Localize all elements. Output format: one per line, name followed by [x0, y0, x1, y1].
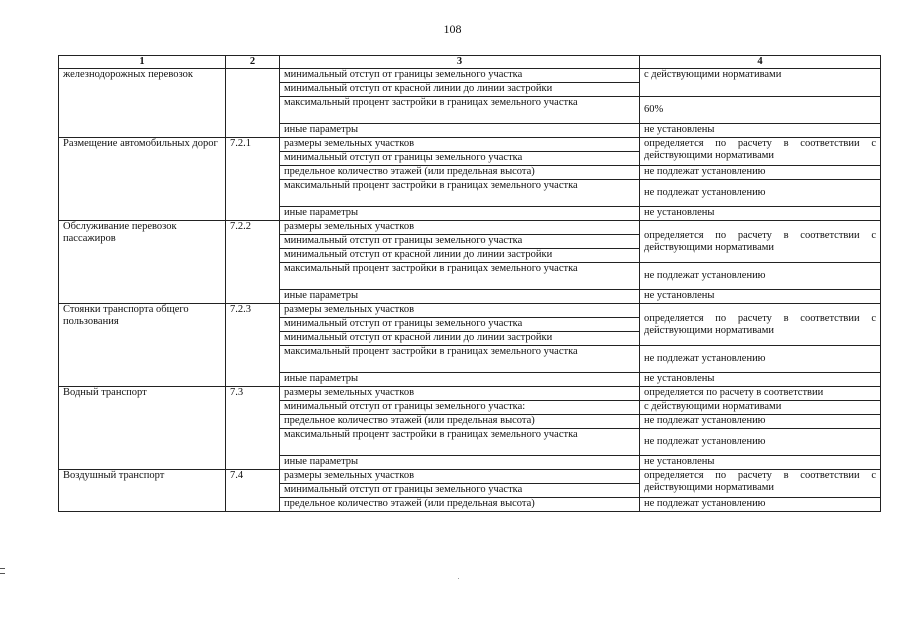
table-row: [59, 304, 881, 318]
parameter-cell: иные параметры: [280, 456, 640, 470]
table-row: [59, 69, 881, 83]
parameter-cell: размеры земельных участков: [280, 221, 640, 235]
parameter-cell: минимальный отступ от границы земельного участка: [280, 484, 640, 498]
group-name: железнодорожных перевозок: [59, 69, 226, 138]
value-cell: 60%: [640, 97, 881, 124]
value-cell: не подлежат установлению: [640, 429, 881, 456]
parameter-cell: минимальный отступ от красной линии до линии застройки: [280, 83, 640, 97]
group-code: [226, 69, 280, 138]
group-code: 7.4: [226, 470, 280, 512]
header-col-4: 4: [640, 56, 881, 69]
parameter-cell: минимальный отступ от красной линии до линии застройки: [280, 249, 640, 263]
value-cell: не установлены: [640, 373, 881, 387]
group-code: 7.2.3: [226, 304, 280, 387]
parameter-cell: максимальный процент застройки в границах земельного участка: [280, 346, 640, 373]
table-row: [59, 221, 881, 235]
table-row: [59, 387, 881, 401]
header-col-2: 2: [226, 56, 280, 69]
parameter-cell: размеры земельных участков: [280, 387, 640, 401]
value-cell: не подлежат установлению: [640, 166, 881, 180]
value-cell: определяется по расчету в соответствии: [640, 387, 881, 401]
value-cell: не подлежат установлению: [640, 180, 881, 207]
parameters-table: [58, 55, 881, 512]
value-cell: не установлены: [640, 207, 881, 221]
parameter-cell: минимальный отступ от границы земельного участка: [280, 235, 640, 249]
header-col-3: 3: [280, 56, 640, 69]
value-cell: не подлежат установлению: [640, 346, 881, 373]
parameter-cell: предельное количество этажей (или предельная высота): [280, 498, 640, 512]
table-row: [59, 470, 881, 484]
parameter-cell: предельное количество этажей (или предельная высота): [280, 415, 640, 429]
group-name: Стоянки транспорта общего пользования: [59, 304, 226, 387]
group-code: 7.2.2: [226, 221, 280, 304]
parameter-cell: минимальный отступ от границы земельного участка:: [280, 401, 640, 415]
group-name: Размещение автомобильных дорог: [59, 138, 226, 221]
value-cell: не подлежат установлению: [640, 415, 881, 429]
value-cell: не установлены: [640, 290, 881, 304]
page-number: 108: [443, 22, 462, 36]
group-name: Обслуживание перевозок пассажиров: [59, 221, 226, 304]
parameter-cell: максимальный процент застройки в границах земельного участка: [280, 263, 640, 290]
parameter-cell: иные параметры: [280, 290, 640, 304]
value-cell: с действующими нормативами: [640, 69, 881, 97]
table-row: [59, 138, 881, 152]
parameter-cell: предельное количество этажей (или предельная высота): [280, 166, 640, 180]
margin-mark: [0, 568, 5, 574]
parameter-cell: размеры земельных участков: [280, 138, 640, 152]
parameter-cell: максимальный процент застройки в границах земельного участка: [280, 429, 640, 456]
value-cell: с действующими нормативами: [640, 401, 881, 415]
value-cell: не подлежат установлению: [640, 263, 881, 290]
parameter-cell: минимальный отступ от границы земельного участка: [280, 69, 640, 83]
parameter-cell: иные параметры: [280, 207, 640, 221]
value-cell: определяется по расчету в соответствии с действующими нормативами: [640, 304, 881, 346]
value-cell: не установлены: [640, 456, 881, 470]
value-cell: определяется по расчету в соответствии с действующими нормативами: [640, 138, 881, 166]
header-row: [59, 56, 881, 69]
parameter-cell: минимальный отступ от границы земельного участка: [280, 152, 640, 166]
scan-speck: [458, 578, 459, 579]
parameter-cell: размеры земельных участков: [280, 304, 640, 318]
parameter-cell: размеры земельных участков: [280, 470, 640, 484]
value-cell: не подлежат установлению: [640, 498, 881, 512]
group-code: 7.2.1: [226, 138, 280, 221]
value-cell: не установлены: [640, 124, 881, 138]
parameter-cell: иные параметры: [280, 373, 640, 387]
parameter-cell: минимальный отступ от границы земельного участка: [280, 318, 640, 332]
parameter-cell: максимальный процент застройки в границах земельного участка: [280, 180, 640, 207]
value-cell: определяется по расчету в соответствии с действующими нормативами: [640, 221, 881, 263]
group-name: Водный транспорт: [59, 387, 226, 470]
parameter-cell: минимальный отступ от красной линии до линии застройки: [280, 332, 640, 346]
group-code: 7.3: [226, 387, 280, 470]
group-name: Воздушный транспорт: [59, 470, 226, 512]
header-col-1: 1: [59, 56, 226, 69]
value-cell: определяется по расчету в соответствии с действующими нормативами: [640, 470, 881, 498]
parameter-cell: максимальный процент застройки в границах земельного участка: [280, 97, 640, 124]
parameter-cell: иные параметры: [280, 124, 640, 138]
